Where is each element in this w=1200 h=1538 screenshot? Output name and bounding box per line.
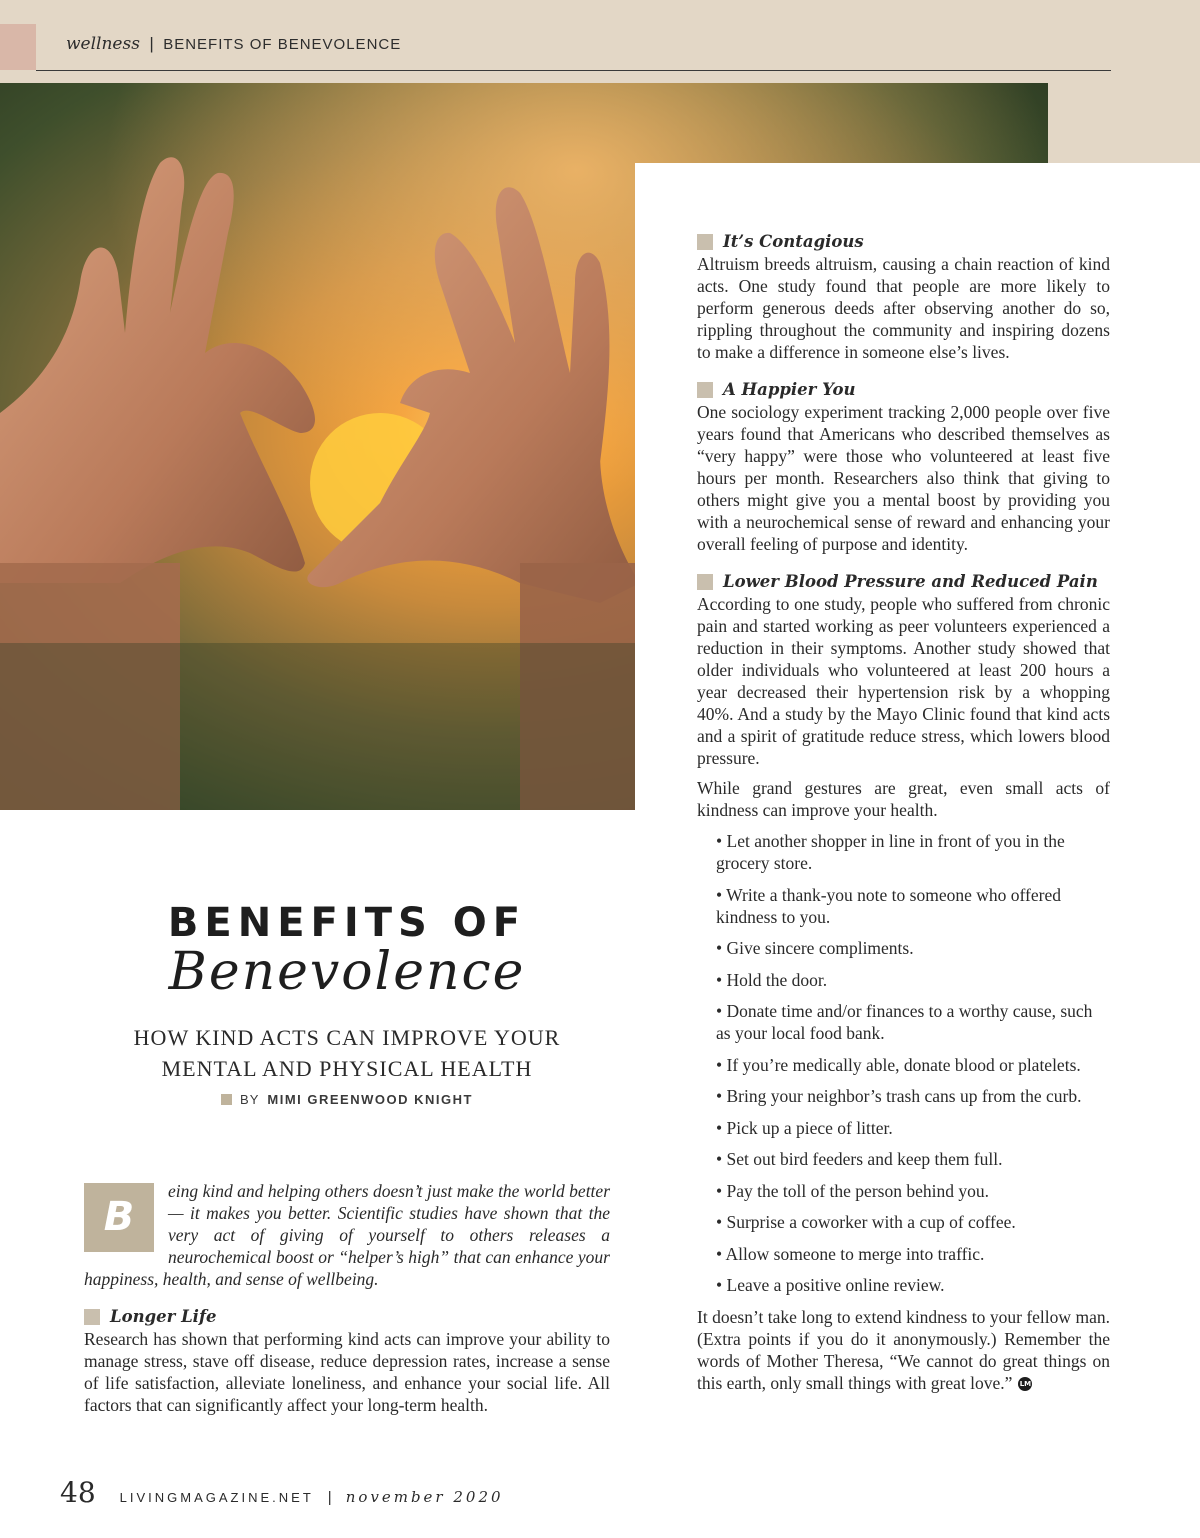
section-label — [66, 34, 401, 54]
list-item: • Pick up a piece of litter. — [716, 1117, 893, 1138]
subtitle-line1: HOW KIND ACTS CAN IMPROVE YOUR — [133, 1025, 561, 1050]
section-title: BENEFITS OF BENEVOLENCE — [163, 36, 402, 53]
byline-prefix: BY — [240, 1092, 260, 1107]
list-item: • Donate time and/or finances to a worthy cause, such as your local food bank. — [716, 1001, 1093, 1043]
footer-site: LIVINGMAGAZINE.NET — [119, 1490, 314, 1505]
section-body: Research has shown that performing kind acts can improve your ability to manage stress, stave off disease, reduce depression rates, increase a sense of life satisfaction, alleviate loneliness, and enhance your social life. All factors that can significantly affect your long-term health. — [84, 1329, 610, 1415]
square-bullet-icon — [697, 382, 713, 398]
article-subtitle — [84, 1022, 610, 1084]
footer-issue: november 2020 — [345, 1488, 504, 1506]
section-separator: | — [149, 34, 154, 53]
author-name: MIMI GREENWOOD KNIGHT — [267, 1092, 473, 1107]
subhead-happier — [697, 379, 1110, 401]
article-title-line1: BENEFITS OF — [167, 900, 527, 946]
intro-paragraph — [84, 1180, 610, 1290]
section-body: Altruism breeds altruism, causing a chain reaction of kind acts. One study found that people are more likely to perform generous deeds after observing another do so, rippling throughout the community and inspiring dozens to make a difference in someone else’s lives. — [697, 254, 1110, 362]
square-bullet-icon — [697, 574, 713, 590]
byline — [84, 1092, 610, 1107]
end-mark-icon: LM — [1018, 1377, 1032, 1391]
list-item: • Give sincere compliments. — [716, 938, 914, 958]
section-body: One sociology experiment tracking 2,000 people over five years found that Americans who described themselves as “very happy” were those who volunteered at least five hours per month. Researchers also think that giving to others might give you a mental boost by providing you with a neurochemical sense of reward and enhancing your overall feeling of purpose and identity. — [697, 402, 1110, 554]
square-bullet-icon — [697, 234, 713, 250]
subhead-blood-pressure — [697, 571, 1110, 593]
list-item: • Set out bird feeders and keep them full. — [716, 1149, 1003, 1169]
list-item: • If you’re medically able, donate blood or platelets. — [716, 1054, 1081, 1075]
small-acts-list — [716, 830, 1110, 1296]
list-item: • Allow someone to merge into traffic. — [716, 1243, 985, 1264]
section-contagious — [697, 231, 1110, 363]
list-item: • Leave a positive online review. — [716, 1275, 945, 1295]
article-title-line2: Benevolence — [168, 942, 526, 1002]
closing-paragraph — [697, 1306, 1110, 1394]
footer-separator: | — [327, 1489, 332, 1506]
subhead-text: Longer Life — [110, 1307, 217, 1326]
page-number: 48 — [60, 1476, 96, 1509]
section-happier — [697, 379, 1110, 555]
header-rule — [36, 70, 1111, 71]
list-item: • Hold the door. — [716, 969, 828, 990]
list-item: • Pay the toll of the person behind you. — [716, 1180, 989, 1201]
section-blood-pressure — [697, 571, 1110, 769]
square-bullet-icon — [221, 1094, 232, 1105]
right-column — [697, 231, 1110, 1394]
list-item: • Bring your neighbor’s trash cans up from the curb. — [716, 1086, 1082, 1106]
subhead-text: A Happier You — [723, 380, 856, 399]
article-title-block — [84, 900, 610, 1107]
list-item: • Surprise a coworker with a cup of coffee. — [716, 1212, 1016, 1232]
list-item: • Write a thank-you note to someone who offered kindness to you. — [716, 884, 1061, 927]
section-longer-life — [84, 1306, 610, 1416]
intro-text: eing kind and helping others doesn’t just make the world better — it makes you better. Scientific studies have shown that the very act of giving of yourself to others releases a neurochemical boost or “helper’s high” that can enhance your happiness, health, and sense of wellbeing. — [84, 1181, 610, 1289]
subhead-longer-life — [84, 1306, 610, 1328]
square-bullet-icon — [84, 1309, 100, 1325]
section-body: According to one study, people who suffered from chronic pain and started working as peer volunteers experienced a reduction in their symptoms. Another study showed that older individuals who volunteered at least 200 hours a year decreased their hypertension risk by a whopping 40%. And a study by the Mayo Clinic found that kind acts and a spirit of gratitude reduce stress, which lowers blood pressure. — [697, 594, 1110, 768]
page-footer — [60, 1476, 504, 1509]
closing-text: It doesn’t take long to extend kindness to your fellow man. (Extra points if you do it anonymously.) Remember the words of Mother Theresa, “We cannot do great things on this earth, only small things with great love.” — [697, 1306, 1110, 1393]
subhead-text: It’s Contagious — [723, 232, 864, 251]
subhead-text: Lower Blood Pressure and Reduced Pain — [723, 572, 1098, 591]
section-tab — [0, 24, 36, 70]
subhead-contagious — [697, 231, 1110, 253]
list-item: • Let another shopper in line in front of you in the grocery store. — [716, 831, 1065, 873]
section-name: wellness — [66, 34, 140, 54]
subtitle-line2: MENTAL AND PHYSICAL HEALTH — [161, 1056, 533, 1081]
small-acts-intro: While grand gestures are great, even small acts of kindness can improve your health. — [697, 778, 1110, 820]
drop-cap: B — [84, 1183, 154, 1252]
